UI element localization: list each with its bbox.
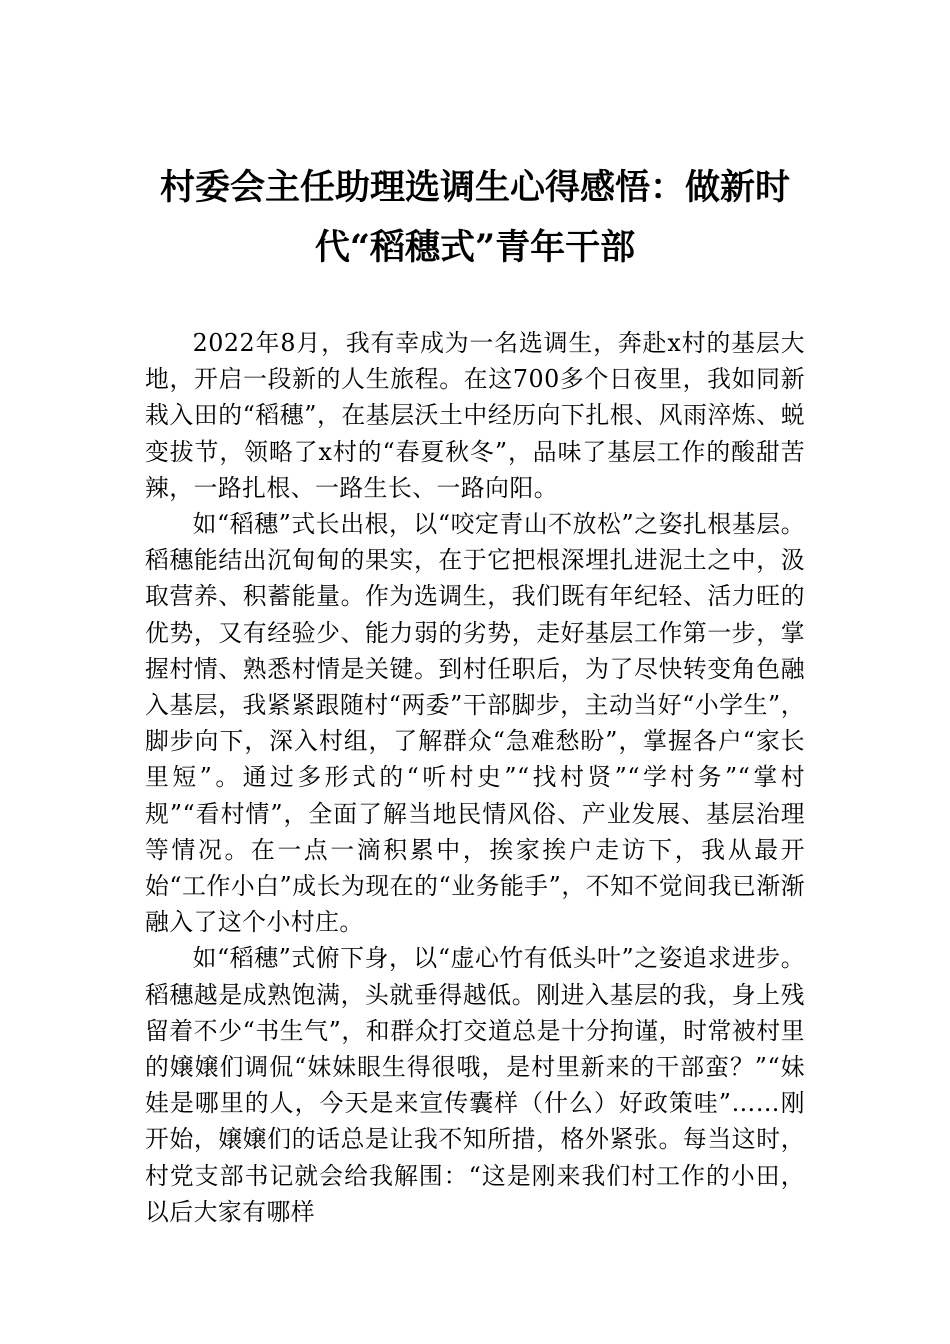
paragraph-1: 2022年8月，我有幸成为一名选调生，奔赴x村的基层大地，开启一段新的人生旅程。在这700多个日夜里，我如同新栽入田的“稻穗”，在基层沃土中经历向下扎根、风雨淬炼、蜕变拔节，领略了x村的“春夏秋冬”，品味了基层工作的酸甜苦辣，一路扎根、一路生长、一路向阳。 (145, 329, 805, 502)
title-line-1: 村委会主任助理选调生心得感悟：做新时 (159, 167, 790, 208)
document-title (120, 158, 830, 278)
title-line-2: 代“稻穗式”青年干部 (314, 227, 636, 268)
paragraph-2: 如“稻穗”式长出根，以“咬定青山不放松”之姿扎根基层。稻穗能结出沉甸甸的果实，在于它把根深埋扎进泥土之中，汲取营养、积蓄能量。作为选调生，我们既有年纪轻、活力旺的优势，又有经验少、能力弱的劣势，走好基层工作第一步，掌握村情、熟悉村情是关键。到村任职后，为了尽快转变角色融入基层，我紧紧跟随村“两委”干部脚步，主动当好“小学生”，脚步向下，深入村组，了解群众“急难愁盼”，掌握各户“家长里短”。通过多形式的“听村史”“找村贤”“学村务”“掌村规”“看村情”，全面了解当地民情风俗、产业发展、基层治理等情况。在一点一滴积累中，挨家挨户走访下，我从最开始“工作小白”成长为现在的“业务能手”，不知不觉间我已渐渐融入了这个小村庄。 (145, 510, 805, 937)
paragraph-3: 如“稻穗”式俯下身，以“虚心竹有低头叶”之姿追求进步。稻穗越是成熟饱满，头就垂得越低。刚进入基层的我，身上残留着不少“书生气”，和群众打交道总是十分拘谨，时常被村里的嬢嬢们调侃“妹妹眼生得很哦，是村里新来的干部蛮？”“妹娃是哪里的人，今天是来宣传囊样（什么）好政策哇”……刚开始，嬢嬢们的话总是让我不知所措，格外紧张。每当这时，村党支部书记就会给我解围：“这是刚来我们村工作的小田，以后大家有哪样 (145, 944, 805, 1226)
document-body (145, 325, 805, 1230)
